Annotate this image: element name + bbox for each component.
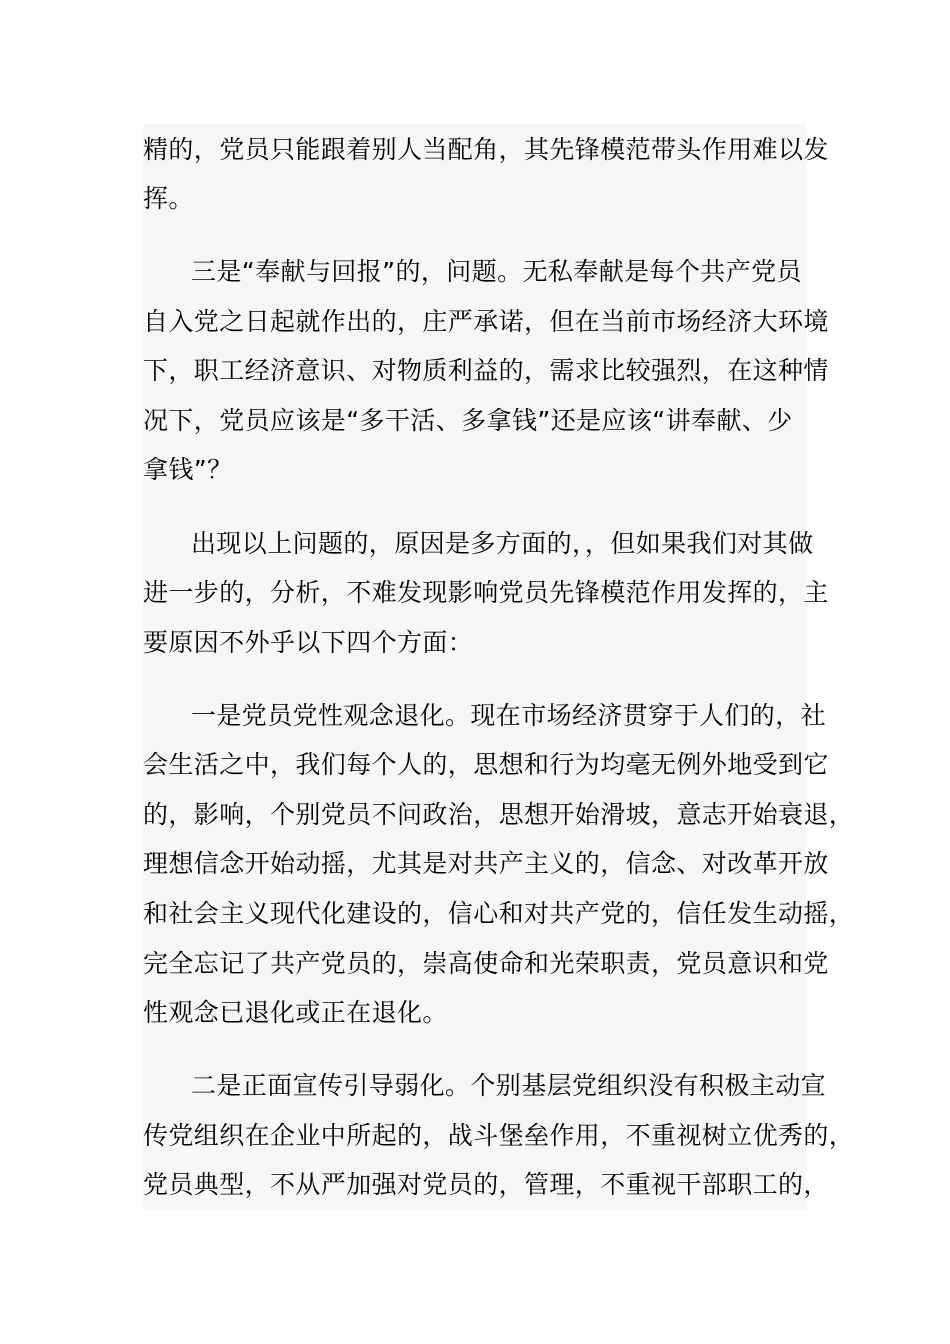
text-line: 要原因不外乎以下四个方面： bbox=[143, 628, 474, 657]
text-line: 况下，党员应该是“多干活、多拿钱”还是应该“讲奉献、少 bbox=[143, 406, 793, 435]
text-line: 完全忘记了共产党员的，崇高使命和光荣职责，党员意识和党 bbox=[143, 949, 829, 978]
paragraph-first-line: 出现以上问题的，原因是多方面的，，但如果我们对其做 bbox=[191, 529, 814, 558]
text-line: 党员典型，不从严加强对党员的，管理，不重视干部职工的， bbox=[143, 1170, 829, 1199]
text-line: 传党组织在企业中所起的，战斗堡垒作用，不重视树立优秀的， bbox=[143, 1121, 855, 1150]
text-line: 自入党之日起就作出的，庄严承诺，但在当前市场经济大环境 bbox=[143, 307, 829, 336]
text-line: 和社会主义现代化建设的，信心和对共产党的，信任发生动摇， bbox=[143, 899, 855, 928]
text-line: 挥。 bbox=[143, 184, 194, 213]
text-line: 性观念已退化或正在退化。 bbox=[143, 998, 448, 1027]
text-line: 进一步的，分析，不难发现影响党员先锋模范作用发挥的，主 bbox=[143, 578, 829, 607]
paragraph-first-line: 三是“奉献与回报”的，问题。无私奉献是每个共产党员 bbox=[191, 257, 802, 286]
text-line: 会生活之中，我们每个人的，思想和行为均毫无例外地受到它 bbox=[143, 750, 829, 779]
paragraph-first-line: 二是正面宣传引导弱化。个别基层党组织没有积极主动宣 bbox=[191, 1071, 827, 1100]
text-line: 理想信念开始动摇，尤其是对共产主义的，信念、对改革开放 bbox=[143, 849, 829, 878]
text-line: 拿钱”？ bbox=[143, 455, 233, 484]
text-line: 下，职工经济意识、对物质利益的，需求比较强烈，在这种情 bbox=[143, 356, 829, 385]
text-line: 精的，党员只能跟着别人当配角，其先锋模范带头作用难以发 bbox=[143, 135, 829, 164]
text-line: 的，影响，个别党员不问政治，思想开始滑坡，意志开始衰退， bbox=[143, 800, 855, 829]
paragraph-first-line: 一是党员党性观念退化。现在市场经济贯穿于人们的，社 bbox=[191, 701, 827, 730]
